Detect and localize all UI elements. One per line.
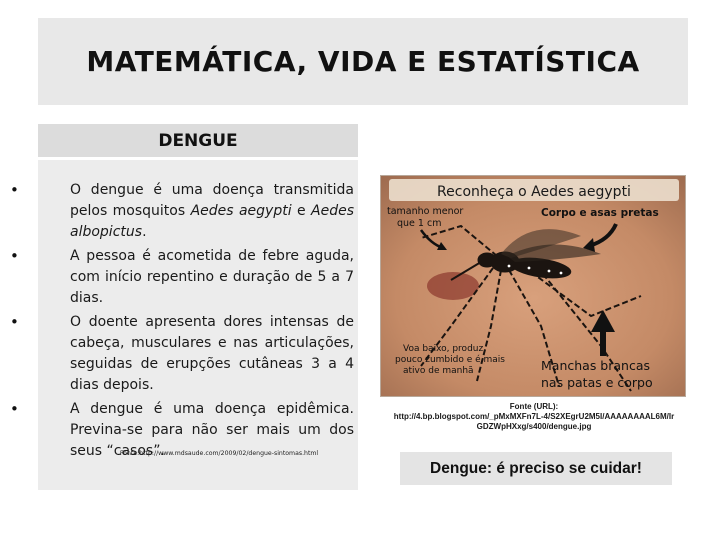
source-url: http://4.bp.blogspot.com/_pMxMXFn7L-4/S2XEgrU2M5I/AAAAAAAAL6M/Ir <box>393 412 675 421</box>
bullet-marker: • <box>10 313 19 331</box>
bullet-marker: • <box>10 247 19 265</box>
left-source-citation: Fonte:http://www.mdsaude.com/2009/02/dengue-sintomas.html <box>119 450 319 457</box>
bullet-text: A dengue é uma doença epidêmica. Previna-se para não ser mais um dos seus “casos”. <box>70 401 354 459</box>
bullet-item <box>10 180 354 243</box>
bullet-text-part: . <box>142 224 147 240</box>
spots-label: nas patas e corpo <box>541 375 653 390</box>
mosquito-illustration <box>381 176 686 397</box>
body-label: Corpo e asas pretas <box>541 207 659 219</box>
bullet-text: O doente apresenta dores intensas de cabeça, musculares e nas articulações, seguidas de erupções cutâneas 3 a 4 dias depois. <box>70 314 354 393</box>
bullet-marker: • <box>10 400 19 418</box>
source-label: Fonte (URL): <box>509 402 559 411</box>
dengue-header-label: DENGUE <box>158 130 238 151</box>
bullet-text <box>70 180 354 243</box>
dengue-header <box>38 124 358 160</box>
right-source-citation <box>378 402 690 432</box>
flight-label: Voa baixo, produz <box>403 344 484 354</box>
species-name: Aedes aegypti <box>190 203 292 219</box>
size-label: que 1 cm <box>397 218 442 229</box>
mosquito-photo <box>380 175 686 397</box>
source-url: GDZWpHXxg/s400/dengue.jpg <box>476 422 592 431</box>
slide-title: MATEMÁTICA, VIDA E ESTATÍSTICA <box>86 45 640 78</box>
bullet-text-part: O dengue é uma doença transmitida pelos mosquitos <box>70 182 354 219</box>
bullet-marker: • <box>10 181 19 199</box>
title-bar <box>38 18 688 105</box>
spots-label: Manchas brancas <box>541 358 651 373</box>
bullet-text: A pessoa é acometida de febre aguda, com início repentino e duração de 5 a 7 dias. <box>70 248 354 306</box>
photo-heading: Reconheça o Aedes aegypti <box>437 184 631 200</box>
bullet-item <box>10 312 354 396</box>
flight-label: ativo de manhã <box>403 366 474 376</box>
bullet-list <box>10 180 354 465</box>
bullet-item <box>10 246 354 309</box>
cta-text: Dengue: é preciso se cuidar! <box>430 459 642 477</box>
blood-stain <box>427 272 479 300</box>
flight-label: pouco zumbido e é mais <box>395 355 505 365</box>
bullet-text-part: e <box>291 203 312 219</box>
cta-box <box>400 452 672 485</box>
species-name: Aedes albopictus <box>70 203 354 240</box>
size-label: tamanho menor <box>387 206 464 217</box>
